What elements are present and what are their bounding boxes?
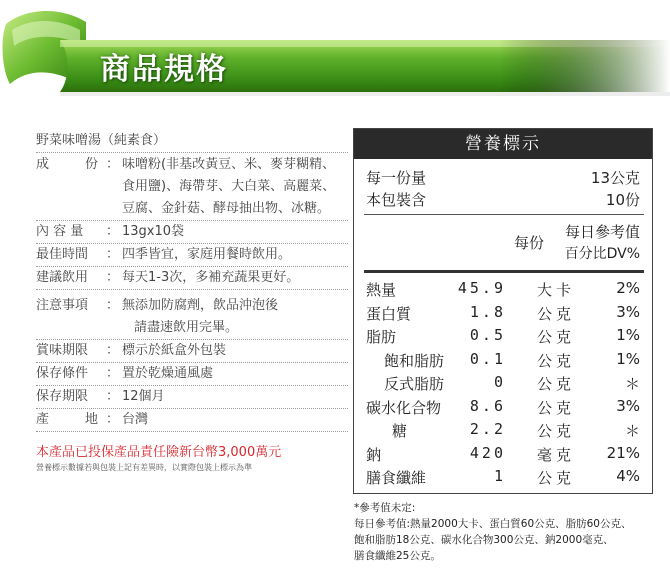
nutrient-name: 蛋白質 <box>366 304 412 323</box>
advice-row: 建議飲用 ： <box>36 270 120 285</box>
storage-row: 保存條件 ： <box>36 366 120 381</box>
product-name: 野菜味噌湯（純素食） <box>36 133 167 148</box>
shelf-row: 賞味期限 ： <box>36 343 120 358</box>
serving-size-label: 每一份量 <box>366 169 427 187</box>
content-value: 13gx10袋 <box>122 224 185 239</box>
nutrient-name: 糖 <box>392 422 408 440</box>
shelf-value: 標示於紙盒外包裝 <box>122 343 227 358</box>
ingredients-line: 豆腐、金針菇、酵母抽出物、冰糖。 <box>122 201 331 216</box>
nutrient-row <box>354 279 652 301</box>
nutrient-unit: 公克 <box>537 422 576 440</box>
footnote-title: *參考值未定: <box>354 502 416 514</box>
dv-header-line2: 百分比DV% <box>564 246 640 262</box>
nutrient-dv: 21% <box>606 443 640 462</box>
nutrient-dv: 4% <box>616 467 640 485</box>
nutrient-unit: 大卡 <box>537 281 576 299</box>
storage-value: 置於乾燥通風處 <box>122 366 214 381</box>
footnote-line: 飽和脂肪18公克、碳水化合物300公克、鈉2000毫克、 <box>354 534 614 546</box>
nutrient-row <box>354 444 652 466</box>
nutrient-row <box>354 373 652 395</box>
nutrient-row <box>354 326 652 348</box>
servings-per-pack-label: 本包裝含 <box>366 191 427 209</box>
label-disclaimer: 營養標示數據若與包裝上記有差異時，以實際包裝上標示為準 <box>36 463 252 472</box>
footnote-line: 膳食纖維25公克。 <box>354 550 441 562</box>
divider <box>36 152 348 153</box>
nutrient-value: 2.2 <box>469 420 506 438</box>
nutrient-row <box>354 397 652 419</box>
nutrient-value: 1 <box>493 467 506 485</box>
nutrient-name: 碳水化合物 <box>366 398 442 417</box>
ingredients-line: 食用鹽)、海帶芽、大白菜、高麗菜、 <box>122 179 336 194</box>
footnote-line: 每日參考值:熱量2000大卡、蛋白質60公克、脂肪60公克、 <box>354 518 632 530</box>
origin-row: 產 地 ： <box>36 412 120 427</box>
nutrient-dv: 1% <box>616 349 640 368</box>
nutrient-row <box>354 303 652 325</box>
nutrient-unit: 毫克 <box>537 445 576 464</box>
nutrient-value: 0 <box>493 373 506 391</box>
nutrient-value: 45.9 <box>457 279 506 297</box>
nutrition-header: 營養標示 <box>354 129 652 159</box>
period-row: 保存期限 ： <box>36 389 120 404</box>
nutrient-dv: 3% <box>616 396 640 415</box>
nutrient-value: 8.6 <box>469 396 506 415</box>
nutrient-name: 鈉 <box>366 445 382 464</box>
nutrient-value: 420 <box>469 443 506 462</box>
nutrient-dv: ＊ <box>624 422 640 440</box>
nutrient-unit: 公克 <box>537 351 576 370</box>
nutrient-unit: 公克 <box>537 328 576 346</box>
period-value: 12個月 <box>122 389 165 404</box>
notice-line: 無添加防腐劑，飲品沖泡後 <box>122 298 279 313</box>
serving-size-value: 13公克 <box>590 169 640 187</box>
best-time-row: 最佳時間 ： <box>36 247 120 262</box>
insurance-notice: 本產品已投保產品責任險新台幣3,000萬元 <box>36 445 282 460</box>
nutrient-dv: 2% <box>616 279 640 297</box>
nutrient-unit: 公克 <box>537 398 576 417</box>
nutrient-unit: 公克 <box>537 304 576 323</box>
nutrient-name: 反式脂肪 <box>384 375 445 393</box>
nutrient-value: 0.5 <box>469 326 506 344</box>
nutrient-name: 飽和脂肪 <box>384 351 445 370</box>
nutrient-dv: 1% <box>616 326 640 344</box>
divider <box>36 289 348 290</box>
nutrient-name: 膳食纖維 <box>366 469 427 487</box>
nutrient-row <box>354 467 652 489</box>
header-banner <box>0 0 670 112</box>
nutrient-row <box>354 420 652 442</box>
divider <box>364 214 644 215</box>
divider <box>36 431 348 432</box>
advice-value: 每天1-3次，多補充蔬果更好。 <box>122 270 300 285</box>
ingredients-label: 成 份 ： <box>36 157 120 172</box>
notice-line: 請盡速飲用完畢。 <box>134 320 239 335</box>
nutrient-row <box>354 350 652 372</box>
per-serving-header: 每份 <box>514 234 545 252</box>
nutrient-dv: ＊ <box>624 375 640 393</box>
nutrient-unit: 公克 <box>537 469 576 487</box>
page-title: 商品規格 <box>100 52 228 87</box>
nutrition-facts-panel <box>353 128 653 494</box>
dv-header-line1: 每日參考值 <box>564 223 640 241</box>
nutrient-value: 0.1 <box>469 349 506 368</box>
origin-value: 台灣 <box>122 412 149 427</box>
nutrient-dv: 3% <box>616 302 640 321</box>
nutrition-footnote <box>354 500 664 564</box>
ingredients-line: 味噌粉(非基改黃豆、米、麥芽糊精、 <box>122 157 336 172</box>
best-time-value: 四季皆宜，家庭用餐時飲用。 <box>122 247 292 262</box>
content-row: 內 容 量 ： <box>36 224 120 239</box>
nutrient-name: 脂肪 <box>366 328 397 346</box>
divider-thick <box>364 270 644 273</box>
servings-per-pack-value: 10份 <box>605 191 640 209</box>
nutrient-value: 1.8 <box>469 302 506 321</box>
nutrient-unit: 公克 <box>537 375 576 393</box>
nutrient-name: 熱量 <box>366 281 397 299</box>
notice-row: 注意事項 ： <box>36 298 120 313</box>
